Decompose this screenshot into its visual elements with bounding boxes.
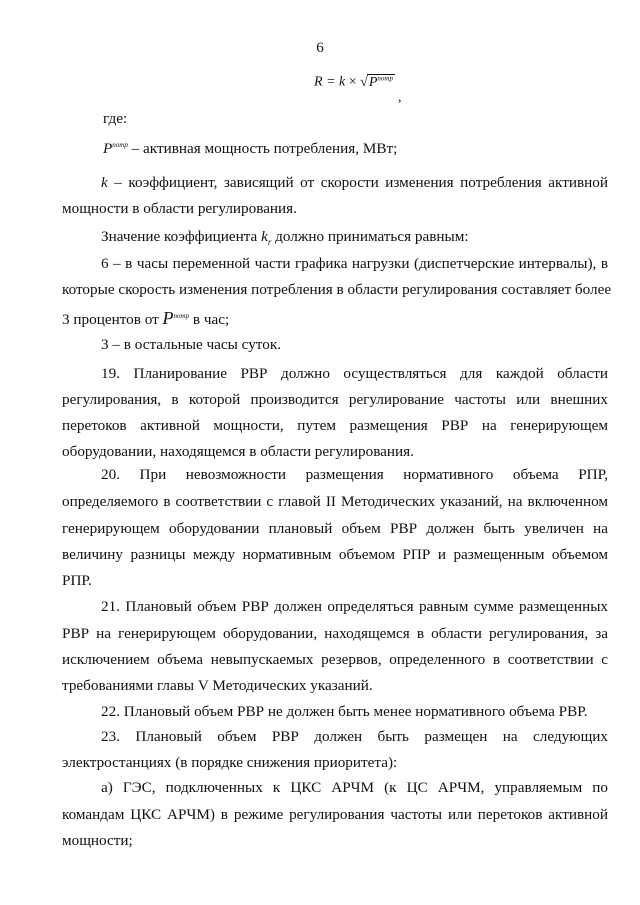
item-3: 3 – в остальные часы суток. bbox=[101, 336, 281, 353]
item-6-line3: 3 процентов от $P^{потр}$ в час; bbox=[62, 308, 230, 328]
kr-symbol: $k_r$ bbox=[261, 228, 272, 248]
formula-comma: , bbox=[398, 90, 402, 105]
pa-line1: а) ГЭС, подключенных к ЦКС АРЧМ (к ЦС АРЧМ, управляемым по bbox=[101, 779, 608, 796]
pa-line3: мощности; bbox=[62, 832, 133, 849]
formula-times: × bbox=[348, 74, 357, 90]
p-symbol-inline: $P^{потр}$ bbox=[162, 308, 190, 328]
p-definition-text: – активная мощность потребления, МВт; bbox=[131, 140, 398, 157]
p21-line1: 21. Плановый объем РВР должен определяться равным сумме размещенных bbox=[101, 598, 608, 615]
p19-line1: 19. Планирование РВР должно осуществляться для каждой области bbox=[101, 365, 608, 382]
p19-line4: оборудовании, находящемся в области регулирования. bbox=[62, 443, 414, 460]
k-symbol: k bbox=[101, 174, 108, 191]
p20-line2: определяемого в соответствии с главой II Методических указаний, на включенном bbox=[62, 493, 608, 510]
item-6-line2: которые скорость изменения потребления в области регулирования составляет более bbox=[62, 281, 612, 298]
p22: 22. Плановый объем РВР не должен быть менее нормативного объема РВР. bbox=[101, 703, 588, 720]
formula-k: k bbox=[339, 74, 346, 90]
p19-line2: регулирования, в которой производится регулирование частоты или внешних bbox=[62, 391, 608, 408]
p-symbol: $P^{потр}$ bbox=[103, 140, 128, 157]
p20-line4: величину разницы между нормативным объемом РПР и размещенным объемом bbox=[62, 546, 608, 563]
p20-line5: РПР. bbox=[62, 572, 92, 589]
p23-line2: электростанциях (в порядке снижения приоритета): bbox=[62, 754, 398, 771]
page-number: 6 bbox=[316, 40, 324, 56]
formula-radicand bbox=[367, 74, 395, 90]
formula bbox=[314, 74, 402, 105]
p21-line2: РВР на генерирующем оборудовании, находящемся в области регулирования, за bbox=[62, 625, 608, 642]
sqrt-sign: √ bbox=[360, 74, 368, 90]
k-value-intro: Значение коэффициента $k_r$ должно приниматься равным: bbox=[101, 228, 469, 248]
k-definition-line2: мощности в области регулирования. bbox=[62, 200, 297, 217]
formula-p: P bbox=[368, 74, 378, 90]
p19-line3: перетоков активной мощности, путем размещения РВР на генерирующем bbox=[62, 417, 608, 434]
p-definition bbox=[103, 140, 397, 158]
where-label: где: bbox=[103, 110, 128, 127]
item-6-line1: 6 – в часы переменной части графика нагрузки (диспетчерские интервалы), в bbox=[101, 255, 608, 272]
p21-line3: исключением объема невыпускаемых резервов, определенного в соответствии с bbox=[62, 651, 608, 668]
p20-line1: 20. При невозможности размещения нормативного объема РПР, bbox=[101, 466, 608, 483]
k-definition-line1: k – коэффициент, зависящий от скорости изменения потребления активной bbox=[101, 174, 608, 191]
p23-line1: 23. Плановый объем РВР должен быть размещен на следующих bbox=[101, 728, 608, 745]
p20-line3: генерирующем оборудовании плановый объем РВР должен быть увеличен на bbox=[62, 520, 608, 537]
formula-eq: = bbox=[326, 74, 336, 90]
pa-line2: командам ЦКС АРЧМ) в режиме регулирования частоты или перетоков активной bbox=[62, 806, 608, 823]
formula-r: R bbox=[314, 74, 323, 90]
formula-p-superscript: потр bbox=[377, 74, 393, 82]
p21-line4: требованиями главы V Методических указаний. bbox=[62, 677, 373, 694]
